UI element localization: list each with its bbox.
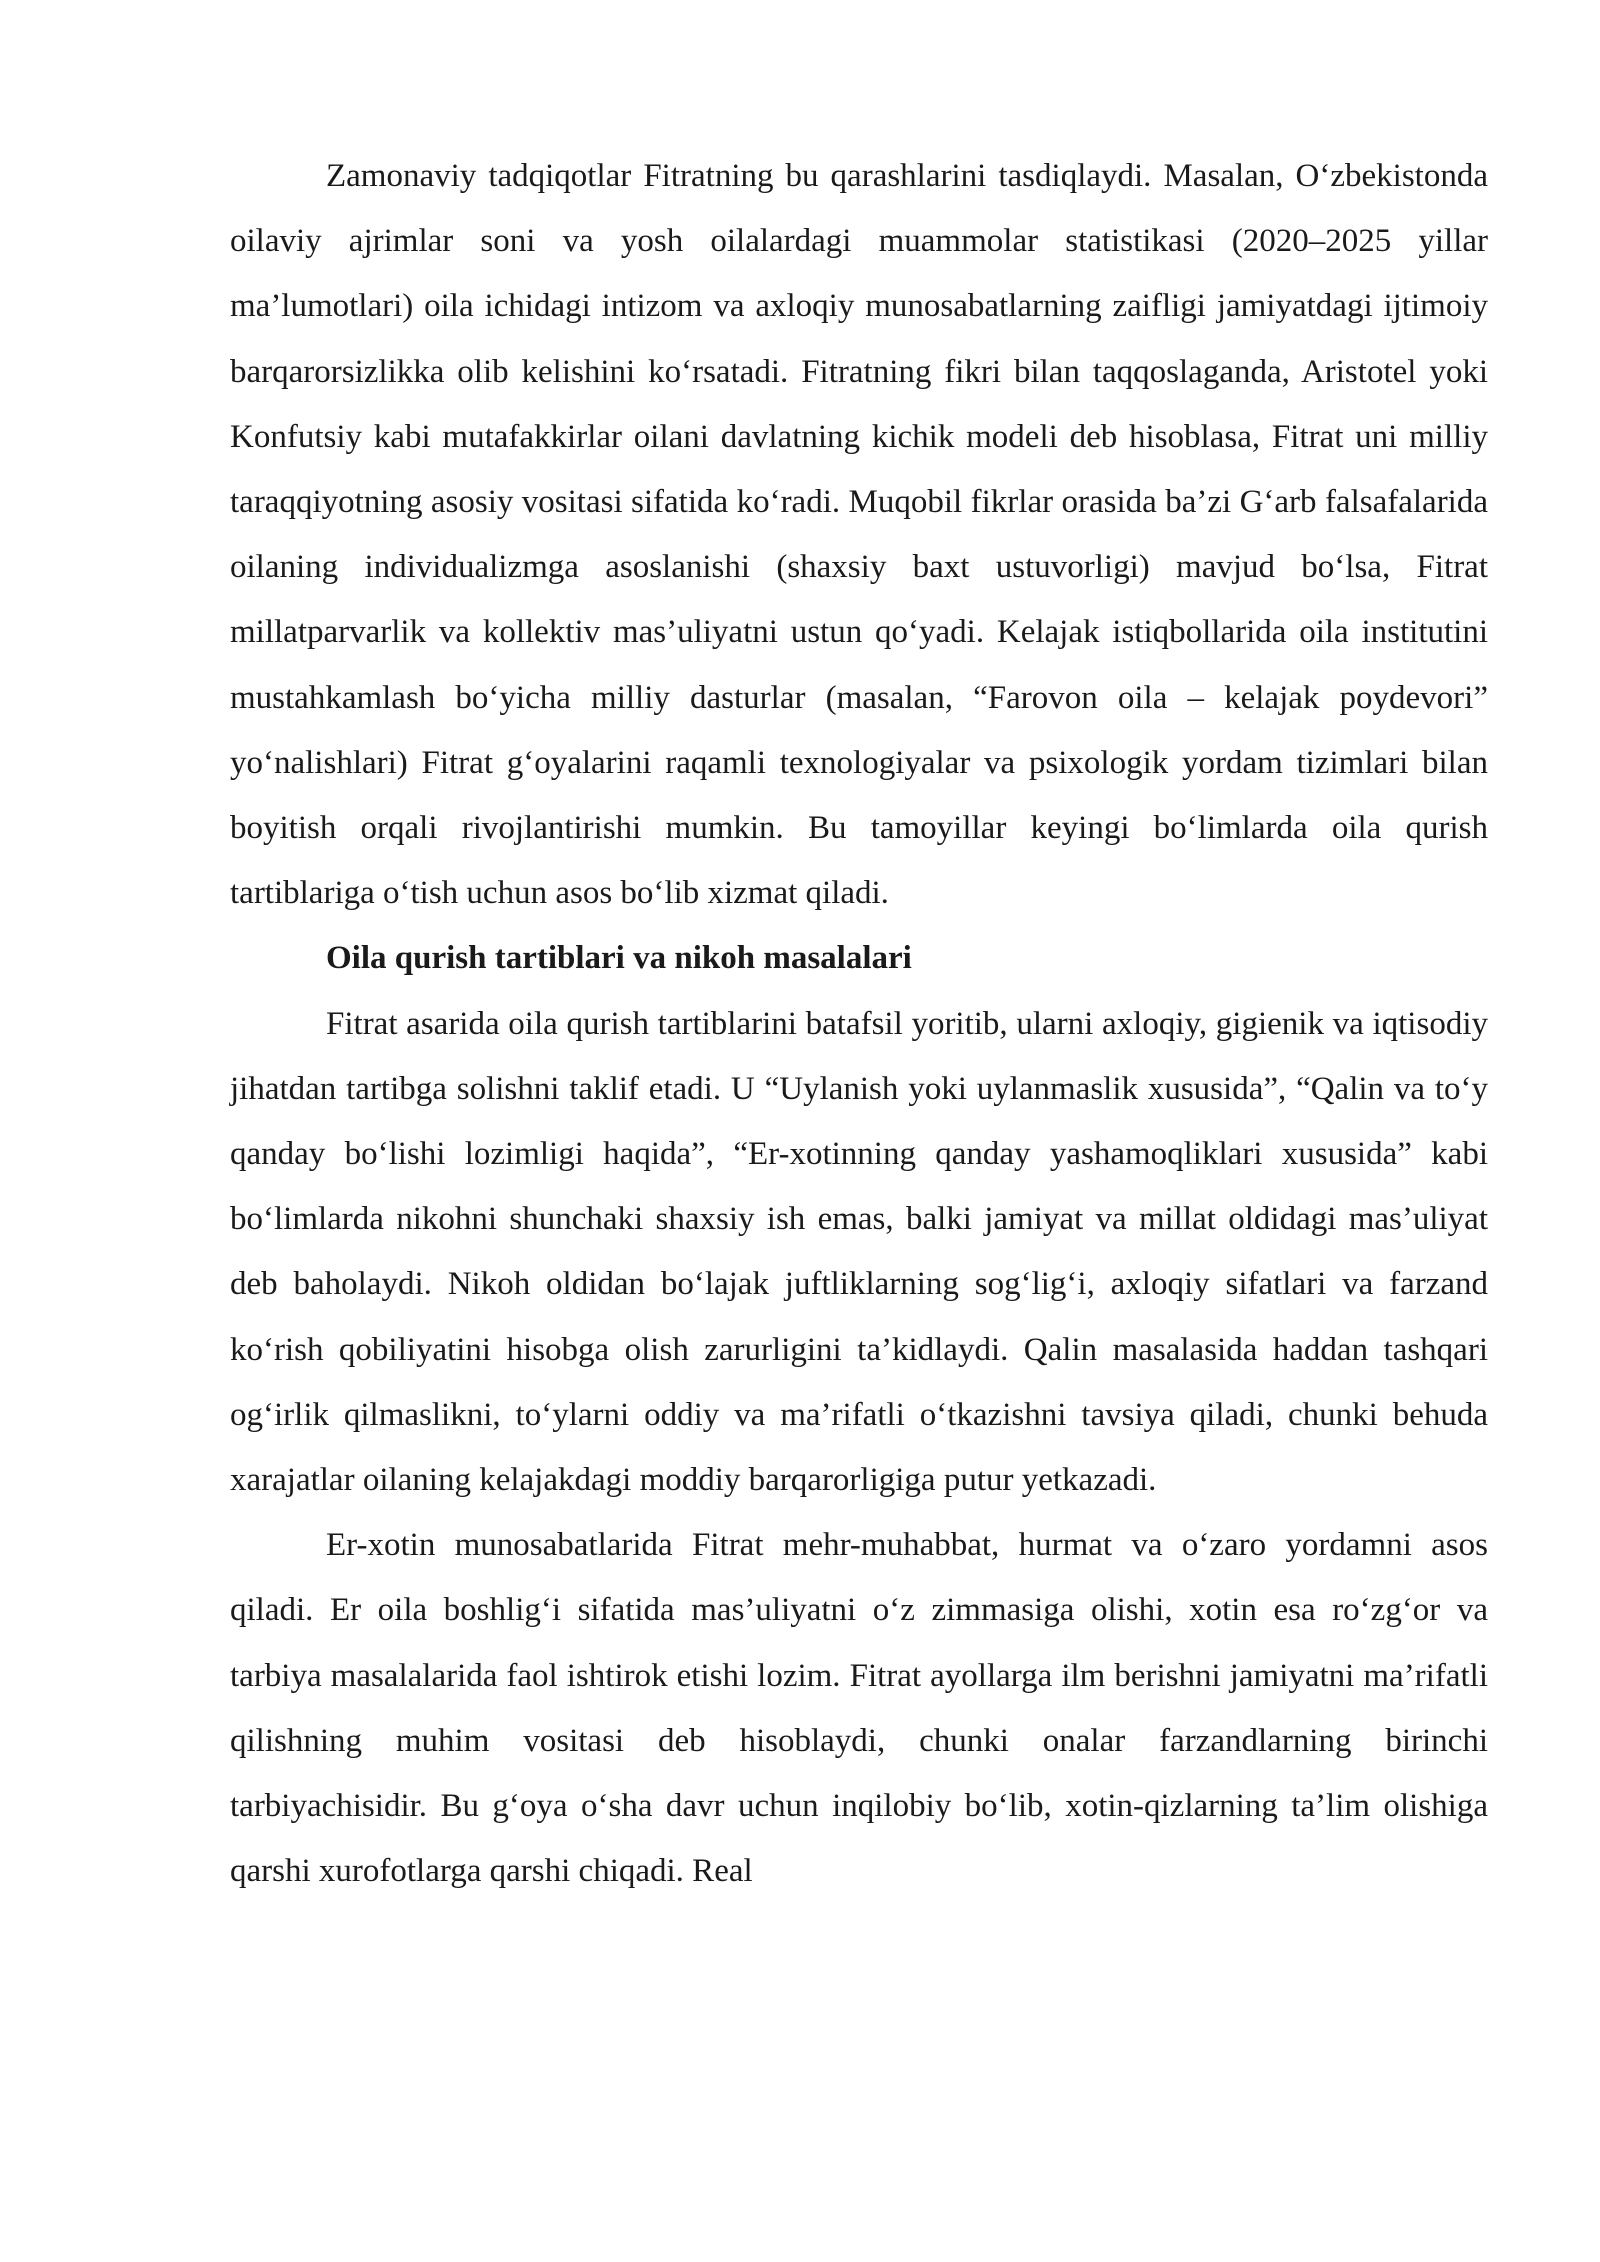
paragraph-modern-research: Zamonaviy tadqiqotlar Fitratning bu qarashlarini tasdiqlaydi. Masalan, O‘zbekistonda oilaviy ajrimlar soni va yosh oilalardagi muammolar statistikasi (2020–2025 yillar ma’lumotlari) oila ichidagi intizom va axloqiy munosabatlarning zaifligi jamiyatdagi ijtimoiy barqarorsizlikka olib kelishini ko‘rsatadi. Fitratning fikri bilan taqqoslaganda, Aristotel yoki Konfutsiy kabi mutafakkirlar oilani davlatning kichik modeli deb hisoblasa, Fitrat uni milliy taraqqiyotning asosiy vositasi sifatida ko‘radi. Muqobil fikrlar orasida ba’zi G‘arb falsafalarida oilaning individualizmga asoslanishi (shaxsiy baxt ustuvorligi) mavjud bo‘lsa, Fitrat millatparvarlik va kollektiv mas’uliyatni ustun qo‘yadi. Kelajak istiqbollarida oila institutini mustahkamlash bo‘yicha milliy dasturlar (masalan, “Farovon oila – kelajak poydevori” yo‘nalishlari) Fitrat g‘oyalarini raqamli texnologiyalar va psixologik yordam tizimlari bilan boyitish orqali rivojlantirishi mumkin. Bu tamoyillar keyingi bo‘limlarda oila qurish tartiblariga o‘tish uchun asos bo‘lib xizmat qiladi.: [230, 158, 1488, 912]
paragraph-marriage-procedures: Fitrat asarida oila qurish tartiblarini batafsil yoritib, ularni axloqiy, gigienik va iqtisodiy jihatdan tartibga solishni taklif etadi. U “Uylanish yoki uylanmaslik xususida”, “Qalin va to‘y qanday bo‘lishi lozimligi haqida”, “Er-xotinning qanday yashamoqliklari xususida” kabi bo‘limlarda nikohni shunchaki shaxsiy ish emas, balki jamiyat va millat oldidagi mas’uliyat deb baholaydi. Nikoh oldidan bo‘lajak juftliklarning sog‘lig‘i, axloqiy sifatlari va farzand ko‘rish qobiliyatini hisobga olish zarurligini ta’kidlaydi. Qalin masalasida haddan tashqari og‘irlik qilmaslikni, to‘ylarni oddiy va ma’rifatli o‘tkazishni tavsiya qiladi, chunki behuda xarajatlar oilaning kelajakdagi moddiy barqarorligiga putur yetkazadi.: [230, 1005, 1488, 1499]
section-heading: Oila qurish tartiblari va nikoh masalalari: [326, 940, 912, 977]
paragraph-spouse-relations: Er-xotin munosabatlarida Fitrat mehr-muhabbat, hurmat va o‘zaro yordamni asos qiladi. Er oila boshlig‘i sifatida mas’uliyatni o‘z zimmasiga olishi, xotin esa ro‘zg‘or va tarbiya masalalarida faol ishtirok etishi lozim. Fitrat ayollarga ilm berishni jamiyatni ma’rifatli qilishning muhim vositasi deb hisoblaydi, chunki onalar farzandlarning birinchi tarbiyachisidir. Bu g‘oya o‘sha davr uchun inqilobiy bo‘lib, xotin-qizlarning ta’lim olishiga qarshi xurofotlarga qarshi chiqadi. Real: [230, 1527, 1488, 1890]
document-body: [230, 144, 1488, 1904]
